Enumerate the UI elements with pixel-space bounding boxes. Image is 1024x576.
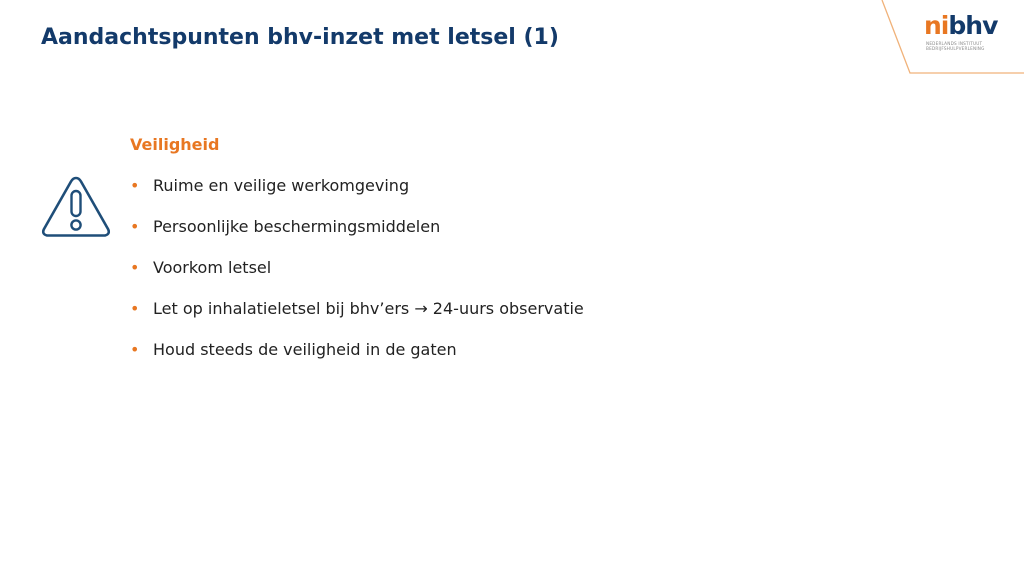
bullet-text: Let op inhalatieletsel bij bhv’ers → 24-uurs observatie <box>153 299 584 318</box>
slide-title: Aandachtspunten bhv-inzet met letsel (1) <box>41 25 559 50</box>
bullet-text: Houd steeds de veiligheid in de gaten <box>153 340 457 359</box>
bullet-list <box>130 175 830 361</box>
logo-subtitle-line2: BEDRIJFSHULPVERLENING <box>926 46 985 51</box>
section-heading: Veiligheid <box>130 135 220 154</box>
bullet-item <box>130 257 830 279</box>
bullet-item <box>130 339 830 361</box>
bullet-text: Ruime en veilige werkomgeving <box>153 176 410 195</box>
bullet-marker: • <box>130 176 140 195</box>
logo-subtitle-line1: NEDERLANDS INSTITUUT <box>926 41 983 46</box>
logo-ni: ni <box>924 11 949 40</box>
bullet-marker: • <box>130 340 140 359</box>
bullet-item <box>130 175 830 197</box>
bullet-text: Voorkom letsel <box>153 258 272 277</box>
bullet-item <box>130 216 830 238</box>
logo-bhv: bhv <box>948 11 998 40</box>
bullet-text: Persoonlijke beschermingsmiddelen <box>153 217 441 236</box>
content-block <box>130 134 830 361</box>
logo-wordmark <box>924 12 997 40</box>
warning-triangle-icon <box>39 174 113 240</box>
bullet-marker: • <box>130 299 140 318</box>
bullet-marker: • <box>130 217 140 236</box>
bullet-item <box>130 298 830 320</box>
bullet-marker: • <box>130 258 140 277</box>
nibhv-logo <box>924 11 1008 51</box>
